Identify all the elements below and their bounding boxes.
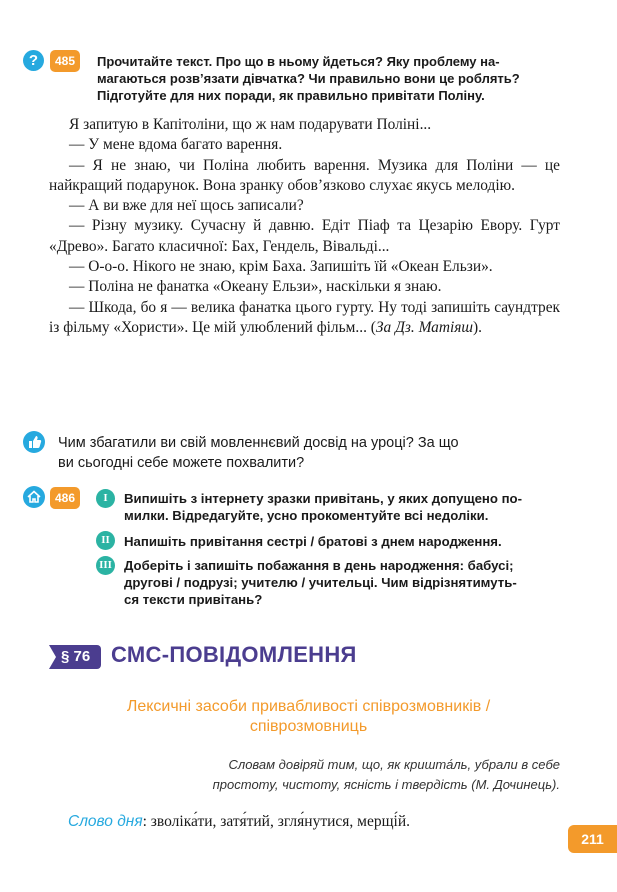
task-number-badge: 485 bbox=[50, 50, 80, 72]
dialogue-text bbox=[49, 115, 560, 338]
paragraph: — Різну музику. Сучасну й давню. Едіт Піаф та Цезарію Евору. Гурт «Древо». Багато класичної: Бах, Гендель, Вівальді... bbox=[49, 217, 560, 255]
task-item: Випишіть з інтернету зразки привітань, у яких допущено по- милки. Відредагуйте, усно прокоментуйте всі недоліки. bbox=[124, 491, 523, 523]
question-icon: ? bbox=[23, 50, 44, 71]
reflection-line: Чим збагатили ви свій мовленнєвий досвід на уроці? За що bbox=[58, 435, 459, 451]
home-icon bbox=[23, 486, 45, 508]
level-marker: III bbox=[96, 556, 115, 575]
epigraph: Словам довіряй тим, що, як кришта́ль, убрали в себе простоту, чистоту, ясність і твердість (М. Дочинець). bbox=[212, 757, 560, 792]
word-of-day-words: зволіка́ти, затя́тий, згля́нутися, мерщі́й. bbox=[150, 813, 411, 830]
task-item: Напишіть привітання сестрі / братові з днем народження. bbox=[124, 534, 502, 549]
section-subtitle: Лексичні засоби привабливості співрозмовників / співрозмовниць bbox=[126, 698, 491, 735]
paragraph: Я запитую в Капітоліни, що ж нам подарувати Поліні... bbox=[69, 116, 432, 133]
paragraph: — А ви вже для неї щось записали? bbox=[69, 197, 304, 215]
reflection-line: ви сьогодні себе можете похвалити? bbox=[58, 455, 305, 471]
word-of-day: Слово дня: зволіка́ти, затя́тий, згля́нутися, мерщі́й. bbox=[68, 813, 411, 830]
page-number: 211 bbox=[568, 825, 617, 853]
paragraph: — Шкода, бо я — велика фанатка цього гурту. Ну тоді запишіть саундтрек із фільму «Хористи». Це мій улюблений фільм... (За Дз. Матіяш). bbox=[49, 298, 560, 336]
paragraph: — О-о-о. Нікого не знаю, крім Баха. Запишіть їй «Океан Ельзи». bbox=[69, 258, 493, 276]
word-of-day-label: Слово дня bbox=[68, 813, 143, 830]
task-line: Підготуйте для них поради, як правильно привітати Поліну. bbox=[97, 88, 485, 103]
paragraph: — Я не знаю, чи Поліна любить варення. Музика для Поліни — це найкращий подарунок. Вона зранку обов’язково слухає якусь мелодію. bbox=[49, 156, 560, 194]
task-item: Доберіть і запишіть побажання в день народження: бабусі; другові / подрузі; учителю / учительці. Чим відрізнятимуть- ся тексти привітань? bbox=[124, 558, 517, 607]
task-line: Прочитайте текст. Про що в ньому йдеться? Яку проблему на- bbox=[97, 54, 500, 69]
task-line: магаються розв’язати дівчатка? Чи правильно вони це роблять? bbox=[97, 71, 520, 86]
section-number: § 76 bbox=[49, 645, 101, 669]
task-number-badge: 486 bbox=[50, 487, 80, 509]
level-marker: II bbox=[96, 531, 115, 550]
task-485-text bbox=[97, 53, 560, 104]
paragraph: — У мене вдома багато варення. bbox=[69, 136, 283, 154]
source-author: За Дз. Матіяш bbox=[375, 318, 474, 336]
section-title: СМС-ПОВІДОМЛЕННЯ bbox=[111, 642, 357, 667]
reflection-question bbox=[58, 433, 563, 473]
paragraph: — Поліна не фанатка «Океану Ельзи», наскільки я знаю. bbox=[69, 278, 442, 296]
paragraph-text: — Шкода, бо я — велика фанатка цього гурту. Ну тоді запишіть саундтрек із фільму «Хористи». Це мій улюблений фільм... bbox=[49, 298, 560, 336]
thumbs-up-icon bbox=[23, 431, 45, 453]
level-marker: I bbox=[96, 489, 115, 508]
